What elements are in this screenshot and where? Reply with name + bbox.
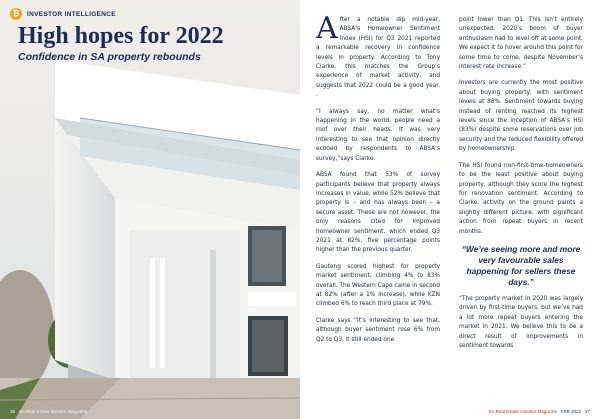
footer-publication: SA Real Estate Investor Magazine	[19, 409, 88, 414]
article-paragraph: “I always say, no matter what’s happening in the world, people need a roof over their heads. It was very interesting to see that opinion directly echoed by respondents to ABSA’s survey,”says Clarke.	[316, 108, 440, 162]
article-paragraph: After a notable dip mid-year, ABSA’s Homeowner Sentiment Index (HSI) for Q3 2021 reported a remarkable recovery in confidence levels in property. According to Tony Clarke, this matches the Group’s experience of market activity, and suggests that 2022 could be a good year. .	[316, 11, 440, 99]
headline: High hopes for 2022	[18, 23, 224, 49]
footer-issue: FEB 2022	[560, 409, 581, 414]
page-number: 36	[10, 409, 16, 414]
page-number: 37	[584, 409, 590, 414]
section-tag	[10, 8, 116, 20]
article-column-1	[316, 11, 440, 352]
article-paragraph: Gauteng scored highest for property market sentiment, climbing 4% to 83% overall. The Western Cape came in second at 82% (after a 1% increase), while KZN climbed 6% to reach third place at 79%.	[316, 263, 440, 308]
footer-left	[10, 409, 87, 414]
section-tag-label: INVESTOR INTELLIGENCE	[27, 10, 116, 18]
coin-icon: ₿	[10, 8, 22, 20]
pull-quote: “We’re seeing more and more very favourable sales happening for sellers these days.”	[461, 243, 581, 287]
article-paragraph: ABSA found that 53% of survey participants believe that property always increases in value, while 52% believe that property is – and has always been – a secure asset. These are not however, the only reasons cited for improved homeowner sentiment, which ended Q3 2021 at 82%, five percentage points higher than the previous quarter.	[316, 172, 440, 254]
article-paragraph: “The property market in 2020 was largely driven by first-time buyers, but we’ve had a lot more repeat buyers entering the market in 2021. We believe this to be a direct result of improvements in sentiment towards	[459, 295, 583, 349]
article-paragraph: Clarke says “It’s interesting to see that, although buyer sentiment rose 6% from Q2 to Q3, it still ended one	[316, 317, 440, 343]
footer-publication: SA Real Estate Investor Magazine	[488, 409, 557, 414]
article-paragraph: The HSI found non-first-time-homeowners to be the least positive about buying property, although they score the highest for renovation sentiment. According to Clarke, activity on the ground paints a slightly different picture, with significant action from repeat buyers in recent months.	[459, 162, 583, 235]
article-column-2	[459, 16, 583, 358]
article-paragraph: Investors are currently the most positive about buying property, with sentiment levels at 88%. Sentiment towards buying instead of renting reached its highest levels since the inception of ABSA’s HSI (83%) despite some reservations over job security and the reduced flexibility offered by homeownership.	[459, 80, 583, 153]
article-page	[300, 0, 600, 419]
footer-right	[489, 409, 590, 414]
article-paragraph: point lower than Q1. This isn’t entirely unexpected, 2020’s boom of buyer enthusiasm had to level off at some point. We expect it to hover around this point for some time to come, despite November’s interest rate increase.”	[459, 17, 583, 71]
subheadline: Confidence in SA property rebounds	[18, 51, 201, 63]
